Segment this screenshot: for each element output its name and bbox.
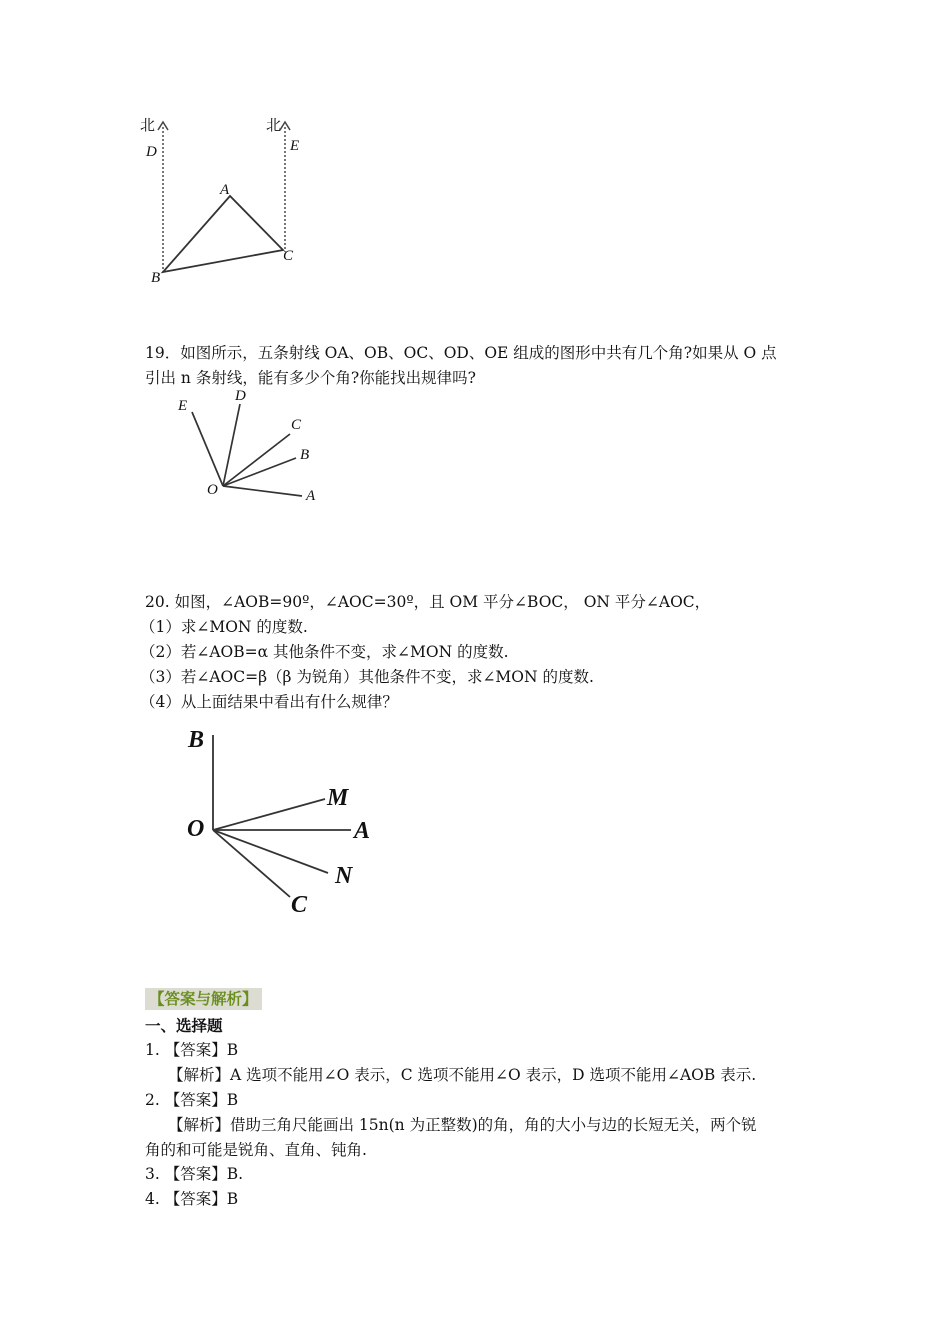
ray-label-b: B	[300, 447, 310, 463]
angle-label-a: A	[354, 818, 371, 844]
section-title: 一、选择题	[145, 1017, 223, 1035]
q19-line1: 19．如图所示，五条射线 OA、OB、OC、OD、OE 组成的图形中共有几个角?如果从 O 点	[145, 344, 777, 362]
angle-label-o: O	[187, 816, 205, 842]
rays-figure	[170, 388, 330, 513]
answer-1: 1. 【答案】B	[145, 1041, 239, 1059]
q20-line1: 20. 如图，∠AOB=90º，∠AOC=30º，且 OM 平分∠BOC， ON 平分∠AOC，	[145, 593, 711, 611]
label-a: A	[220, 182, 230, 198]
ray-ob	[223, 458, 296, 486]
triangle-abc	[163, 196, 283, 272]
ray-label-d: D	[235, 388, 246, 404]
q20-sub2: （2）若∠AOB=α 其他条件不变，求∠MON 的度数.	[140, 643, 509, 661]
label-d: D	[146, 144, 157, 160]
answer-4: 4. 【答案】B	[145, 1190, 239, 1208]
angle-label-b: B	[188, 727, 205, 753]
ray-oa	[223, 486, 302, 496]
angle-label-n: N	[335, 863, 353, 889]
answer-1-analysis: 【解析】A 选项不能用∠O 表示，C 选项不能用∠O 表示，D 选项不能用∠AOB 表示.	[168, 1066, 757, 1084]
ray-od	[223, 404, 240, 486]
label-e: E	[290, 138, 300, 154]
label-b: B	[151, 270, 161, 286]
ray-label-e: E	[178, 398, 188, 414]
q20-sub3: （3）若∠AOC=β（β 为锐角）其他条件不变，求∠MON 的度数.	[140, 668, 594, 686]
label-c: C	[283, 248, 294, 264]
ray-label-o: O	[207, 482, 218, 498]
ray-on	[213, 830, 328, 873]
ray-om	[213, 799, 325, 830]
ray-oe	[192, 412, 223, 486]
bearing-figure	[140, 112, 310, 297]
north-label-left: 北	[140, 116, 156, 134]
ray-oc-diagonal	[213, 830, 290, 897]
q20-sub1: （1）求∠MON 的度数.	[140, 618, 308, 636]
ray-label-a: A	[306, 488, 316, 504]
answer-2-analysis-line2: 角的和可能是锐角、直角、钝角.	[145, 1141, 367, 1159]
answer-3: 3. 【答案】B.	[145, 1165, 244, 1183]
answer-banner: 【答案与解析】	[145, 988, 262, 1010]
angle-figure	[185, 727, 385, 922]
ray-oc	[223, 434, 290, 486]
angle-label-c: C	[291, 892, 308, 918]
ray-label-c: C	[291, 417, 302, 433]
angle-label-m: M	[327, 785, 349, 811]
answer-2-analysis-line1: 【解析】借助三角尺能画出 15n(n 为正整数)的角，角的大小与边的长短无关，两个锐	[168, 1116, 757, 1134]
answer-2: 2. 【答案】B	[145, 1091, 239, 1109]
q20-sub4: （4）从上面结果中看出有什么规律？	[140, 693, 398, 711]
north-label-right: 北	[266, 116, 282, 134]
q19-line2: 引出 n 条射线，能有多少个角?你能找出规律吗?	[145, 369, 476, 387]
